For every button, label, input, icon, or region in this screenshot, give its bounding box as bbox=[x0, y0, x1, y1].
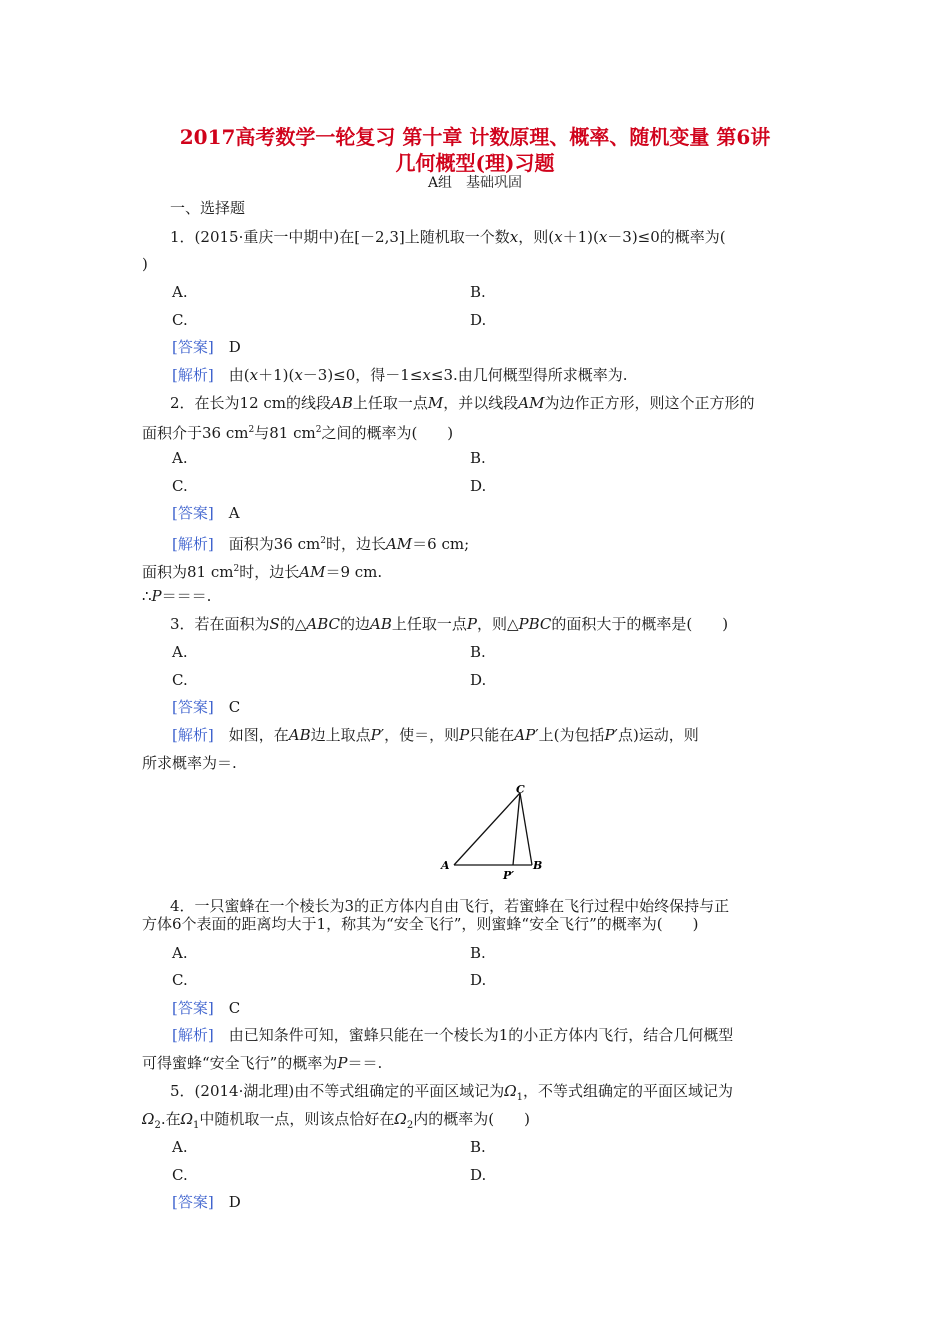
q1-option-c: C. bbox=[172, 311, 188, 329]
answer-tag: [答案] bbox=[172, 698, 214, 716]
q4-option-b: B. bbox=[470, 944, 486, 962]
q5-option-b: B. bbox=[470, 1138, 486, 1156]
q2-option-a: A. bbox=[172, 449, 188, 467]
q2-stem-line1: 2．在长为12 cm的线段AB上任取一点M，并以线段AM为边作正方形，则这个正方形的 bbox=[170, 394, 755, 412]
q5-stem-line2: $\Omega_2$.在$\Omega_1$中随机取一点，则该点恰好在$\Omega_2$内的概率为( ) bbox=[142, 1110, 530, 1131]
q3-option-c: C. bbox=[172, 671, 188, 689]
q1-analysis: [解析] 由(x＋1)(x－3)≤0，得－1≤x≤3.由几何概型得所求概率为. bbox=[172, 366, 628, 384]
q3-option-a: A. bbox=[172, 643, 188, 661]
q2-option-d: D. bbox=[470, 477, 487, 495]
q5-answer: [答案] D bbox=[172, 1193, 241, 1211]
q3-option-b: B. bbox=[470, 643, 486, 661]
label-b: B bbox=[533, 859, 543, 872]
document-subtitle: A组 基础巩固 bbox=[427, 175, 523, 191]
answer-tag: [答案] bbox=[172, 1193, 214, 1211]
q5-option-c: C. bbox=[172, 1166, 188, 1184]
analysis-tag: [解析] bbox=[172, 366, 214, 384]
label-a: A bbox=[441, 859, 450, 872]
q1-option-a: A. bbox=[172, 283, 188, 301]
q2-stem-line2: 面积介于36 $cm^2$与81 $cm^2$之间的概率为( ) bbox=[142, 424, 454, 442]
label-c: C bbox=[516, 783, 525, 796]
analysis-tag: [解析] bbox=[172, 535, 214, 553]
answer-tag: [答案] bbox=[172, 999, 214, 1017]
document-title-line2: 几何概型(理)习题 bbox=[395, 151, 555, 175]
q2-answer: [答案] A bbox=[172, 504, 240, 522]
q1-stem-line2: ) bbox=[142, 255, 148, 273]
q4-stem-line2: 方体6个表面的距离均大于1，称其为“安全飞行”，则蜜蜂“安全飞行”的概率为( ) bbox=[142, 915, 699, 933]
q1-option-d: D. bbox=[470, 311, 487, 329]
segment-cp bbox=[513, 793, 520, 865]
q4-option-c: C. bbox=[172, 971, 188, 989]
section-heading: 一、选择题 bbox=[170, 199, 246, 217]
q5-option-d: D. bbox=[470, 1166, 487, 1184]
q4-option-a: A. bbox=[172, 944, 188, 962]
answer-tag: [答案] bbox=[172, 504, 214, 522]
q1-stem-line1: 1．(2015·重庆一中期中)在[－2,3]上随机取一个数x，则(x＋1)(x－3)≤0的概率为( bbox=[170, 228, 726, 246]
q1-answer: [答案] D bbox=[172, 338, 241, 356]
q4-answer: [答案] C bbox=[172, 999, 241, 1017]
q5-option-a: A. bbox=[172, 1138, 188, 1156]
q2-analysis-line2: 面积为81 $cm^2$时，边长AM＝9 cm. bbox=[142, 563, 383, 581]
q4-analysis-line1: [解析] 由已知条件可知，蜜蜂只能在一个棱长为1的小正方体内飞行，结合几何概型 bbox=[172, 1026, 734, 1044]
q2-option-c: C. bbox=[172, 477, 188, 495]
analysis-tag: [解析] bbox=[172, 1026, 214, 1044]
q2-analysis-line3: ∴P＝＝＝. bbox=[142, 587, 212, 605]
q4-stem-line1: 4．一只蜜蜂在一个棱长为3的正方体内自由飞行，若蜜蜂在飞行过程中始终保持与正 bbox=[170, 897, 730, 915]
q3-answer: [答案] C bbox=[172, 698, 241, 716]
q3-analysis-line2: 所求概率为＝. bbox=[142, 754, 237, 772]
label-p-prime: P′ bbox=[503, 869, 515, 881]
q2-analysis-line1: [解析] 面积为36 $cm^2$时，边长AM＝6 cm; bbox=[172, 535, 470, 553]
analysis-tag: [解析] bbox=[172, 726, 214, 744]
triangle-figure bbox=[436, 783, 546, 881]
q2-option-b: B. bbox=[470, 449, 486, 467]
segment-ac bbox=[454, 793, 520, 865]
q4-option-d: D. bbox=[470, 971, 487, 989]
q5-stem-line1: 5．(2014·湖北理)由不等式组确定的平面区域记为$\Omega_1$，不等式组确定的平面区域记为 bbox=[170, 1082, 734, 1103]
q3-analysis-line1: [解析] 如图，在AB边上取点P′，使＝，则P只能在AP′上(为包括P′点)运动，则 bbox=[172, 726, 699, 744]
answer-tag: [答案] bbox=[172, 338, 214, 356]
q1-option-b: B. bbox=[470, 283, 486, 301]
q4-analysis-line2: 可得蜜蜂“安全飞行”的概率为P＝＝. bbox=[142, 1054, 383, 1072]
segment-bc bbox=[520, 793, 532, 865]
q3-option-d: D. bbox=[470, 671, 487, 689]
q3-stem-line1: 3．若在面积为S的△ABC的边AB上任取一点P，则△PBC的面积大于的概率是( ) bbox=[170, 615, 729, 633]
document-title-line1: 2017高考数学一轮复习 第十章 计数原理、概率、随机变量 第6讲 bbox=[179, 125, 771, 149]
